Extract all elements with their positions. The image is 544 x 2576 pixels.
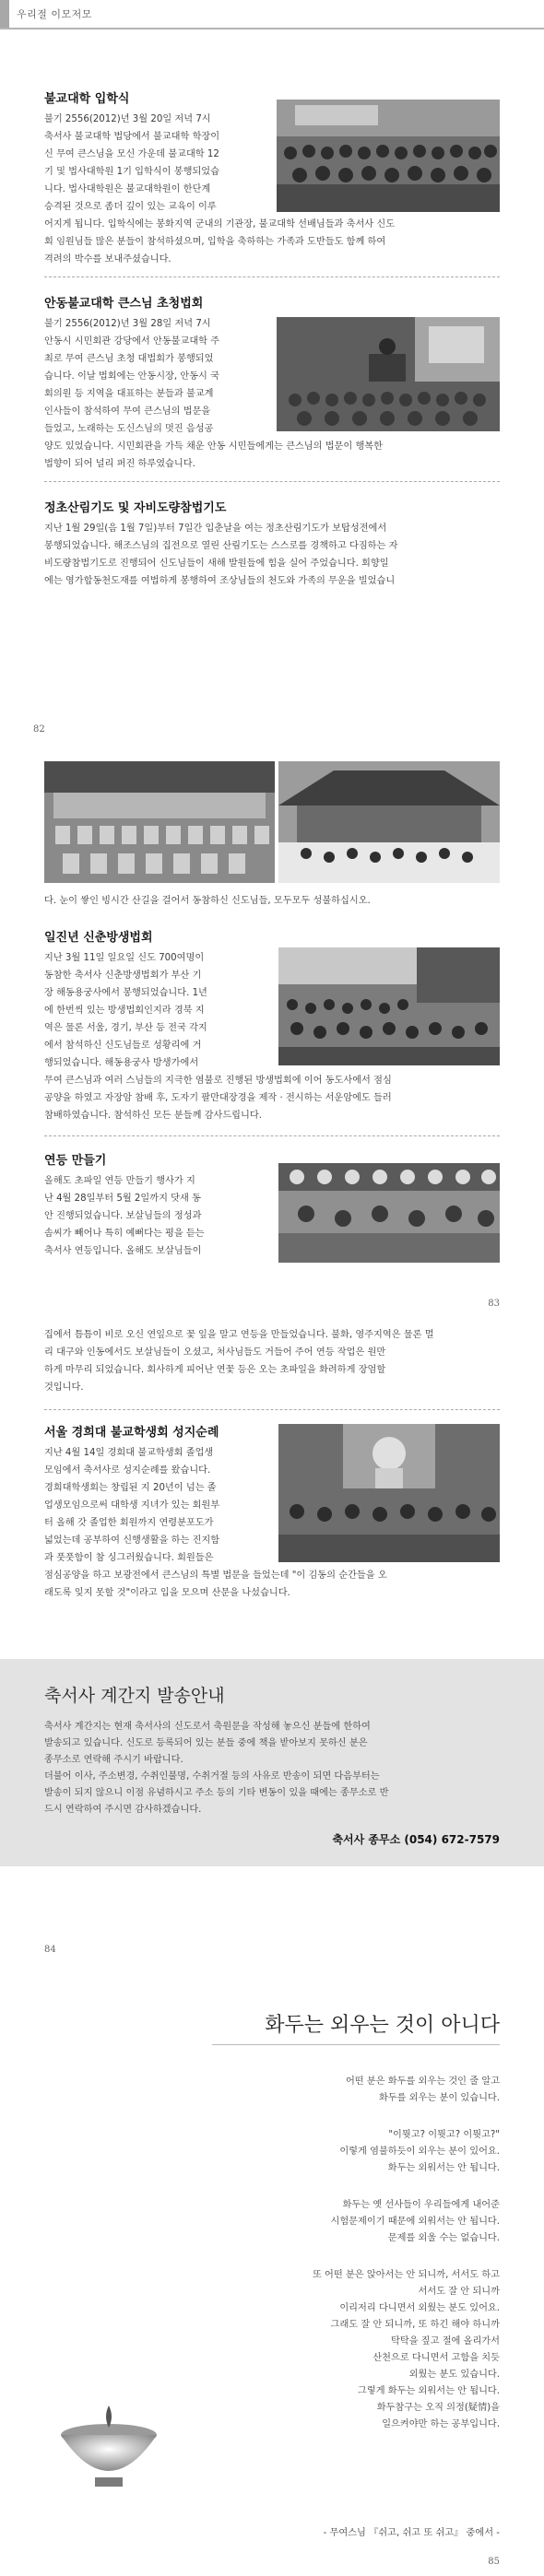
text-line: 축서사 계간지는 현재 축서사의 신도로서 축원문을 작성해 놓으신 분들에 한하여 [44, 1722, 371, 1732]
photo-caption: 다. 눈이 쌓인 빙시간 산길을 걸어서 동참하신 신도님들, 모두모두 성불하십시오. [44, 896, 371, 906]
page-number: 82 [33, 724, 45, 735]
text-line: 드시 연락하여 주시면 감사하겠습니다. [44, 1805, 202, 1815]
title-rule [212, 2044, 500, 2045]
text-line: 회 임원님들 많은 분들이 참석하셨으며, 입학을 축하하는 가족과 도반들도 함께 하여 [44, 237, 386, 247]
text-line: 산천으로 다니면서 고함을 치듯 [373, 2353, 500, 2363]
article-body [44, 949, 269, 1072]
text-line: 에 한번씩 있는 방생법회인지라 경북 지 [44, 1006, 205, 1016]
article-body-wide [44, 438, 500, 473]
stanza [195, 2127, 500, 2177]
stanza [195, 2197, 500, 2247]
text-line: 에는 영가합동천도재를 여법하게 봉행하여 조상님들의 천도와 가족의 무운을 빌었습니 [44, 576, 396, 586]
text-line: 에서 참석하신 신도님들로 성황리에 거 [44, 1041, 202, 1051]
text-line: 하게 마무리 되었습니다. 회사하게 피어난 연꽃 등은 오는 초파일을 화려하게 장엄할 [44, 1365, 386, 1375]
text-line: 탁탁을 짚고 절에 올리가서 [391, 2336, 500, 2347]
article-title: 일진년 신춘방생법회 [44, 931, 153, 945]
stanza [195, 2267, 500, 2433]
article-title: 서울 경희대 불교학생회 성지순례 [44, 1426, 219, 1440]
text-line: 화두참구는 오직 의정(疑情)을 [376, 2403, 500, 2413]
text-line: 역은 물론 서울, 경기, 부산 등 전국 각지 [44, 1023, 207, 1033]
text-line: 안 진행되었습니다. 보살님들의 정성과 [44, 1211, 202, 1221]
essay-title: 화두는 외우는 것이 아니다 [265, 2014, 500, 2037]
text-line: 지난 3월 11일 일요일 신도 700여명이 [44, 953, 205, 963]
text-line: 장 해동용궁사에서 봉행되었습니다. 1년 [44, 988, 207, 998]
text-line: 그렇게 화두는 외워서는 안 됩니다. [358, 2386, 500, 2396]
stanza [195, 2074, 500, 2107]
text-line: 축서사 연등입니다. 올해도 보살님들이 [44, 1246, 202, 1256]
source-line: - 무여스님 『쉬고, 쉬고 또 쉬고』 중에서 - [323, 2528, 500, 2538]
text-line: 문제를 외울 수는 없습니다. [387, 2233, 500, 2243]
text-line: 지난 4월 14일 경희대 불교학생회 졸업생 [44, 1448, 214, 1458]
section-divider [44, 1135, 500, 1136]
text-line: 점심공양을 하고 보광전에서 큰스님의 특별 법문을 들었는데 "이 김동의 순간들을 오 [44, 1570, 387, 1581]
text-line: 양도 있었습니다. 시민회관을 가득 채운 안동 시민들에게는 큰스님의 법문이 행복한 [44, 441, 383, 452]
photo-life-release [278, 947, 500, 1065]
text-line: 그래도 잘 안 되니까, 또 하긴 해야 하니까 [330, 2320, 500, 2330]
text-line: 외웠는 분도 있습니다. [408, 2370, 500, 2380]
text-line: 것입니다. [44, 1382, 84, 1393]
text-line: 화두는 외워서는 안 됩니다. [387, 2163, 500, 2173]
text-line: 지난 1월 29일(음 1월 7일)부터 7일간 입춘날을 여는 정초산림기도가 보탑성전에서 [44, 523, 387, 534]
section-divider [44, 481, 500, 482]
running-header [0, 0, 544, 28]
text-line: 발송이 되지 않으니 이점 유념하시고 주소 등의 기타 변동이 있을 때에는 종무소로 반 [44, 1788, 389, 1798]
text-line: 화두는 옛 선사들이 우리들에게 내어준 [342, 2200, 500, 2210]
article-body-wide [44, 1567, 500, 1602]
text-line: 집에서 틈틈이 비로 오신 연잎으로 꽃 잎을 말고 연등을 만들었습니다. 불화, 영주지역은 물론 멀 [44, 1330, 434, 1340]
text-line: 승격된 것으로 좀더 깊이 있는 교육이 이루 [44, 202, 217, 212]
text-line: 시험문제이기 때문에 외워서는 안 됩니다. [330, 2217, 500, 2227]
page-2 [0, 636, 544, 1286]
text-line: 또 어떤 분은 앉아서는 안 되니까, 서서도 하고 [312, 2270, 500, 2280]
article-title: 불교대학 입학식 [44, 92, 130, 106]
text-line: 행되었습니다. 해동용궁사 방생가에서 [44, 1058, 199, 1068]
text-line: 불기 2556(2012)년 3월 20일 저녁 7시 [44, 114, 211, 124]
page-number: 84 [44, 1945, 56, 1955]
text-line: 회의원 등 지역을 대표하는 분들과 불교계 [44, 389, 214, 399]
text-line: 종무소로 연락해 주시기 바랍니다. [44, 1755, 183, 1765]
header-bar [0, 0, 9, 28]
article-title: 연등 만들기 [44, 1154, 107, 1168]
text-line: 경희대학생회는 창립된 지 20년이 넘는 졸 [44, 1483, 217, 1493]
text-line: 솜씨가 빼어나 특히 예뻐다는 평을 듣는 [44, 1229, 205, 1239]
article-body-wide [44, 216, 500, 268]
article-body [44, 1172, 269, 1260]
text-line: 어떤 분은 화두를 외우는 것인 줄 알고 [345, 2076, 500, 2087]
text-line: 인사들이 참석하여 무여 큰스님의 법문을 [44, 406, 211, 417]
text-line: 모임에서 축서사로 성지순례를 왔습니다. [44, 1465, 211, 1476]
text-line: 올해도 초파일 연등 만들기 행사가 지 [44, 1176, 195, 1186]
header-rule [0, 28, 544, 29]
text-line: 넓었는데 공부하여 신행생활을 하는 진지함 [44, 1535, 220, 1546]
text-line: 공양을 하였고 자장암 참배 후, 도자기 팔만대장경을 제작 · 전시하는 서운암에도 들러 [44, 1093, 392, 1103]
page-1 [0, 0, 544, 636]
page-number: 85 [488, 2557, 500, 2567]
text-line: 서서도 잘 안 되니까 [418, 2287, 500, 2297]
text-line: 습니다. 이날 법회에는 안동시장, 안동시 국 [44, 371, 219, 382]
text-line: 일으켜야만 하는 공부입니다. [382, 2419, 500, 2429]
article-title: 안동불교대학 큰스님 초청법회 [44, 297, 204, 311]
text-line: 니다. 법사대학원은 불교대학원이 한단계 [44, 184, 211, 194]
text-line: 이렇게 염불하듯이 외우는 분이 있어요. [339, 2147, 500, 2157]
article-body [44, 111, 266, 216]
text-line: 이리저리 다니면서 외웠는 분도 있어요. [339, 2303, 500, 2313]
text-line: 난 4월 28일부터 5월 2일까지 닷새 동 [44, 1194, 201, 1204]
text-line: 화두를 외우는 분이 있습니다. [378, 2093, 500, 2103]
text-line: 법향이 되어 널리 퍼진 하루였습니다. [44, 459, 195, 469]
article-body [44, 315, 266, 438]
page-4 [0, 1935, 544, 2576]
text-line: 동참한 축서사 신춘방생법회가 부산 기 [44, 970, 202, 981]
text-line: 발송되고 있습니다. 신도로 등록되어 있는 분들 중에 책을 받아보지 못하신 분은 [44, 1738, 368, 1748]
text-line: 격려의 박수를 보내주셨습니다. [44, 254, 171, 265]
text-line: 불기 2556(2012)년 3월 28일 저녁 7시 [44, 319, 211, 329]
article-body-wide [44, 520, 500, 590]
article-body-wide [44, 1326, 500, 1396]
photo-candle-bowl [44, 2369, 173, 2507]
photo-pilgrimage [278, 1424, 500, 1562]
page-3 [0, 1286, 544, 1935]
text-line: 비도량참법기도로 진행되어 신도님들이 새해 발원들에 힘을 실어 주었습니다. 회향일 [44, 559, 389, 569]
text-line: 봉행되었습니다. 해조스님의 집전으로 열린 산림기도는 스스로를 경책하고 다짐하는 자 [44, 541, 398, 551]
text-line: 참배하였습니다. 참석하신 모든 분들께 감사드립니다. [44, 1111, 262, 1121]
text-line: 최로 무여 큰스님 초청 대법회가 봉행되었 [44, 354, 214, 364]
section-divider [44, 276, 500, 277]
photo-prayer-hall [44, 761, 275, 883]
notice-title: 축서사 계간지 발송안내 [44, 1686, 225, 1706]
text-line: 더불어 이사, 주소변경, 수취인불명, 수취거절 등의 사유로 반송이 되면 다음부터는 [44, 1771, 380, 1782]
article-title: 정초산림기도 및 자비도량참법기도 [44, 501, 227, 515]
text-line: 과 풋풋함이 참 싱그러웠습니다. 회원들은 [44, 1553, 214, 1563]
text-line: 무여 큰스님과 여러 스님들의 지극한 염불로 진행된 방생법회에 이어 동도사에서 점심 [44, 1076, 392, 1086]
photo-entrance-ceremony [277, 100, 500, 212]
text-line: 리 대구와 인동에서도 보살님들이 오셨고, 처사님들도 거들어 주어 연등 작업은 원만 [44, 1347, 386, 1358]
notice-body [44, 1719, 500, 1818]
text-line: 기 및 법사대학원 1기 입학식이 봉행되었습 [44, 167, 219, 177]
article-body [44, 1444, 269, 1567]
text-line: 축서사 불교대학 법당에서 불교대학 학장이 [44, 132, 220, 142]
notice-contact: 축서사 종무소 (054) 672-7579 [332, 1833, 500, 1846]
text-line: "이뭣고? 이뭣고? 이뭣고?" [388, 2130, 500, 2140]
text-line: 업생모임으로써 대학생 지녀가 있는 회원부 [44, 1500, 220, 1511]
photo-dharma-talk [277, 317, 500, 431]
article-body-wide [44, 1072, 500, 1124]
photo-lantern-making [278, 1163, 500, 1263]
photo-snowy-temple [278, 761, 500, 883]
running-header-label: 우리절 이모저모 [17, 8, 92, 20]
text-line: 터 올해 갓 졸업한 회원까지 연령분포도가 [44, 1518, 214, 1528]
text-line: 신 무여 큰스님을 모신 가운데 불교대학 12 [44, 149, 219, 159]
text-line: 어지게 됩니다. 입학식에는 봉화지역 군내의 기관장, 불교대학 선배님들과 축서사 신도 [44, 219, 396, 229]
text-line: 래도록 잊지 못할 것"이라고 입을 모으며 산문을 나섰습니다. [44, 1588, 290, 1598]
text-line: 안동시 시민회관 강당에서 안동불교대학 주 [44, 336, 220, 347]
page-number: 83 [488, 1299, 500, 1309]
section-divider [44, 1409, 500, 1410]
text-line: 들었고, 노래하는 도신스님의 멋진 음성공 [44, 424, 214, 434]
